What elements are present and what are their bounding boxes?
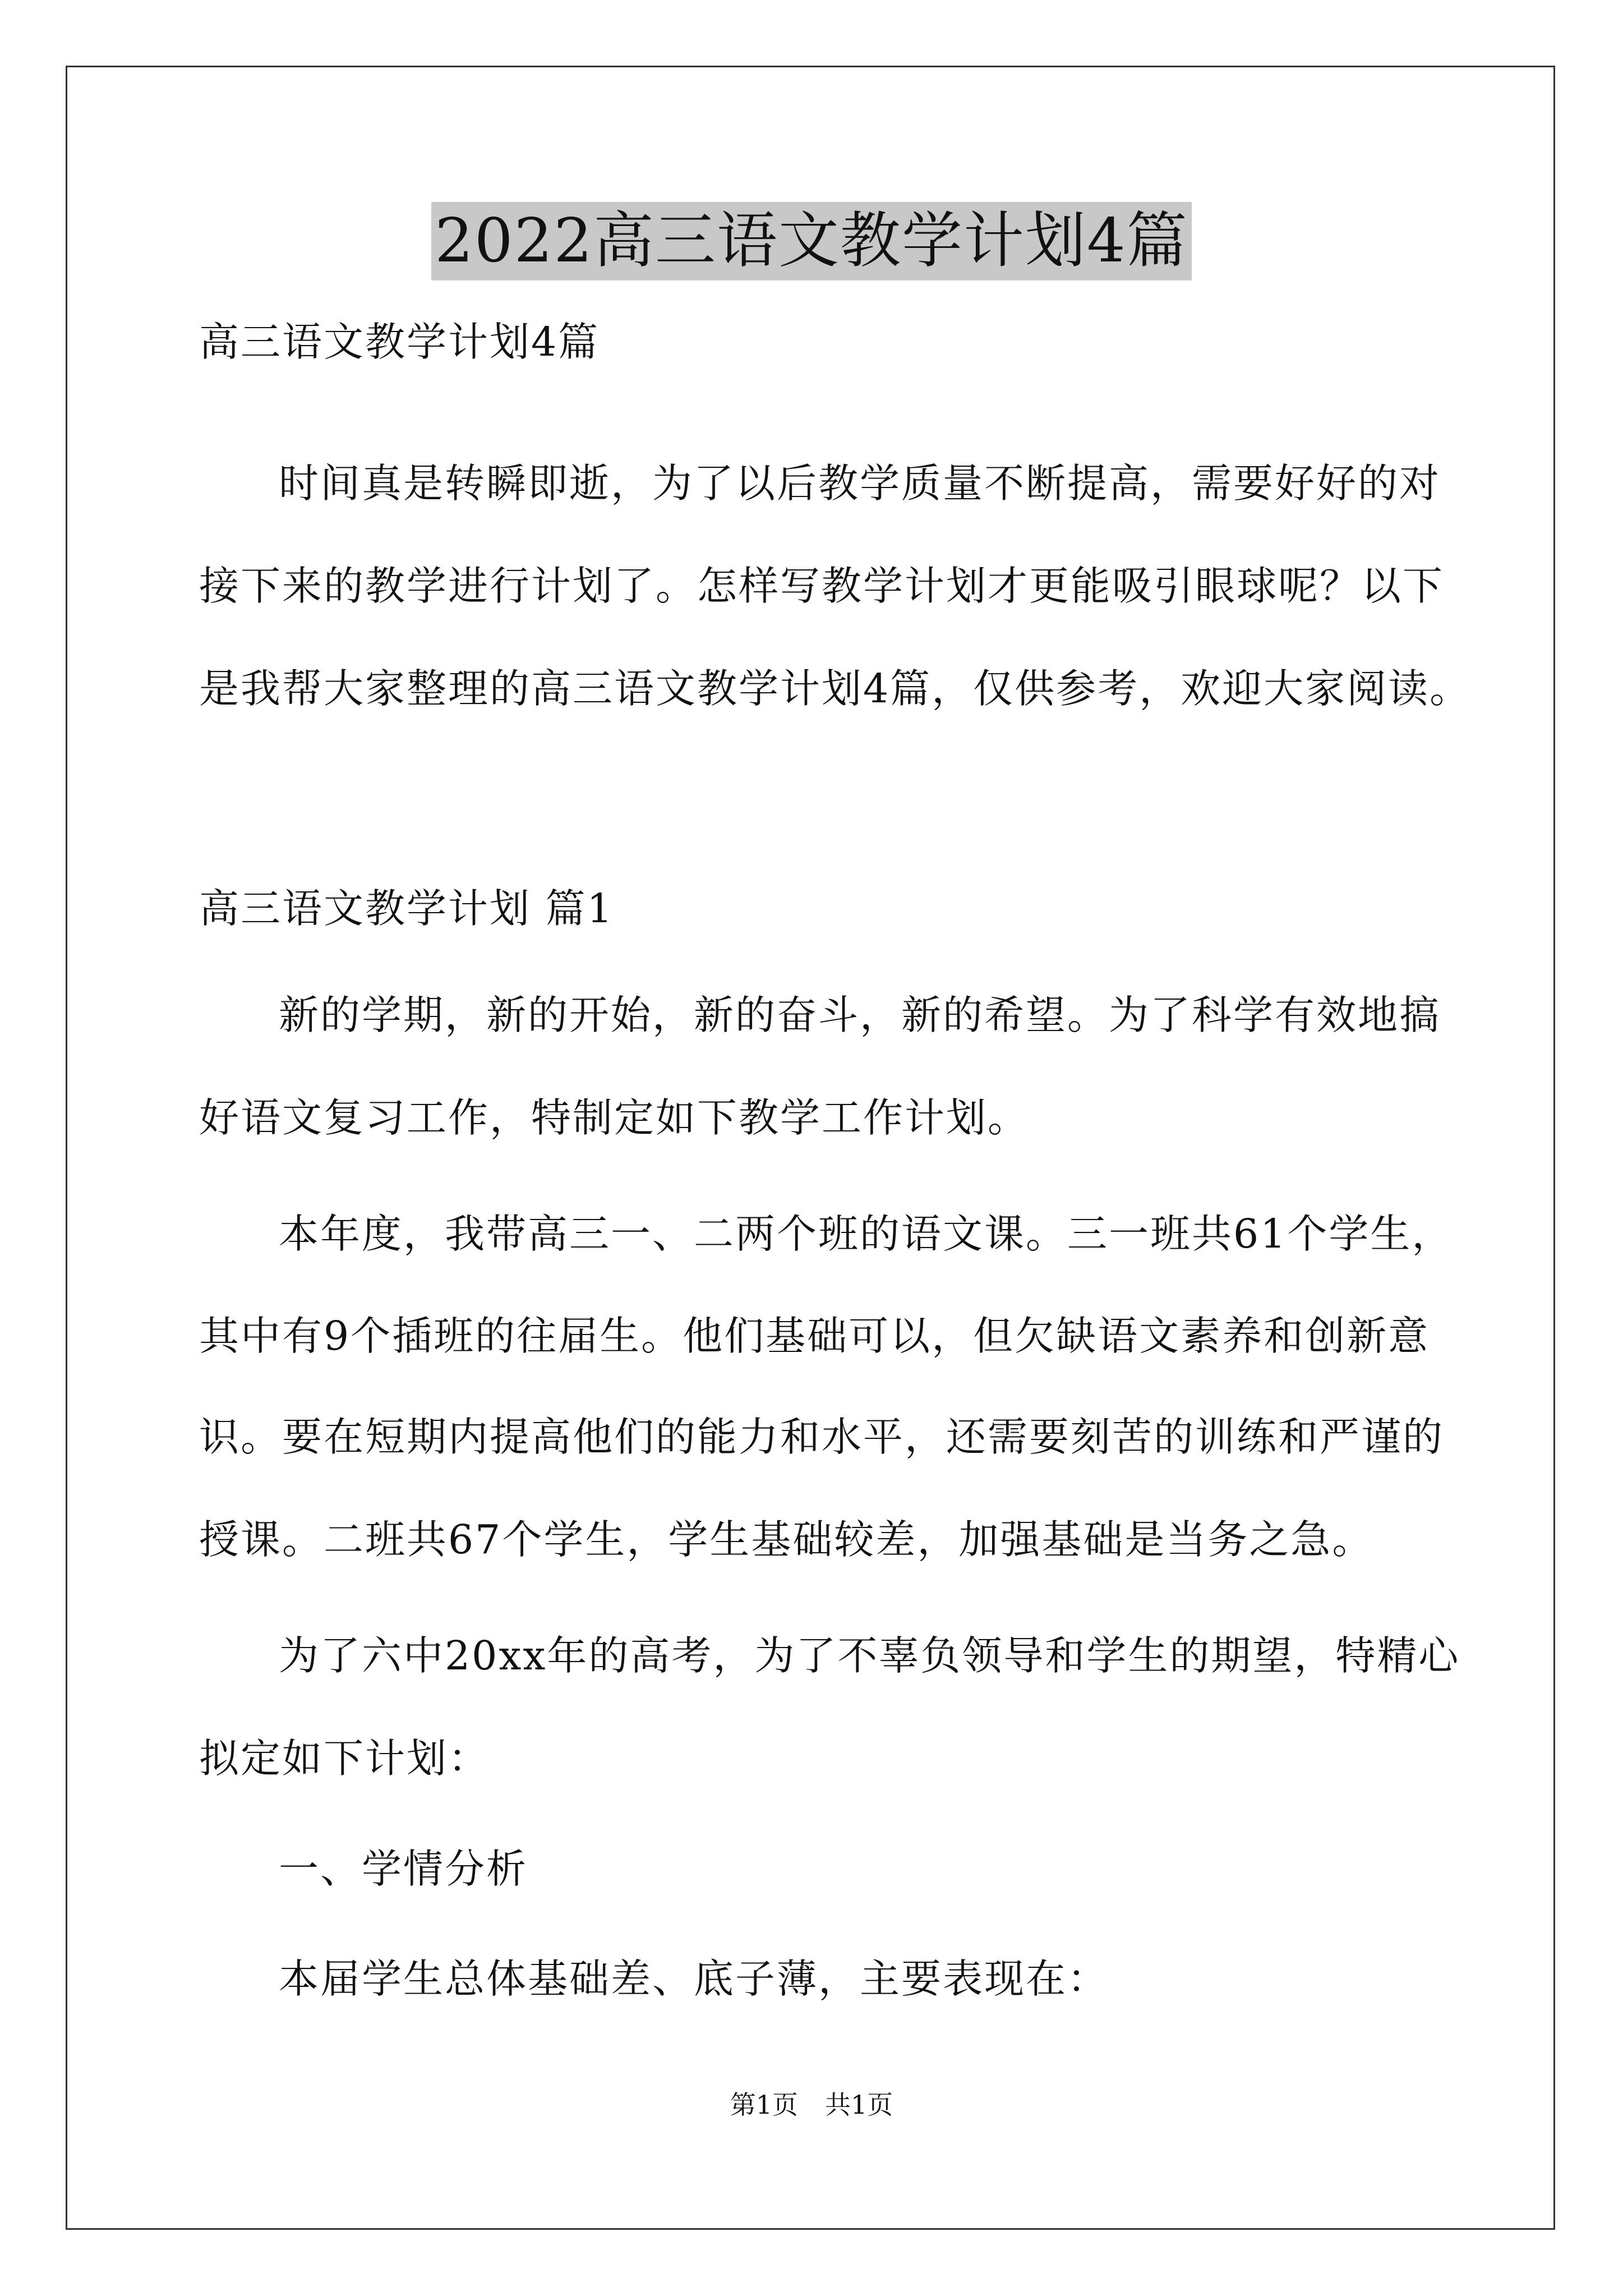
paragraph-line: 本届学生总体基础差、底子薄，主要表现在：	[279, 1955, 1109, 2002]
paragraph-line: 接下来的教学进行计划了。怎样写教学计划才更能吸引眼球呢？以下	[199, 563, 1445, 609]
paragraph-line: 为了六中20xx年的高考，为了不辜负领导和学生的期望，特精心	[279, 1632, 1460, 1679]
paragraph-line: 授课。二班共67个学生，学生基础较差，加强基础是当务之急。	[199, 1516, 1374, 1563]
section-subheading: 一、学情分析	[279, 1846, 528, 1892]
paragraph-line: 好语文复习工作，特制定如下教学工作计划。	[199, 1094, 1030, 1141]
page-number-total: 共1页	[825, 2090, 893, 2120]
document-title	[0, 202, 1623, 280]
paragraph-line: 拟定如下计划：	[199, 1735, 490, 1782]
page-footer	[0, 2088, 1623, 2122]
paragraph-line: 新的学期，新的开始，新的奋斗，新的希望。为了科学有效地搞	[279, 992, 1441, 1038]
page-border	[66, 66, 1555, 2230]
paragraph-line: 其中有9个插班的往届生。他们基础可以，但欠缺语文素养和创新意	[199, 1313, 1430, 1359]
section-heading: 高三语文教学计划 篇1	[199, 885, 614, 932]
paragraph-line: 识。要在短期内提高他们的能力和水平，还需要刻苦的训练和严谨的	[199, 1414, 1445, 1460]
document-title-text: 2022高三语文教学计划4篇	[431, 202, 1192, 280]
document-subtitle: 高三语文教学计划4篇	[199, 319, 600, 365]
paragraph-line: 是我帮大家整理的高三语文教学计划4篇，仅供参考，欢迎大家阅读。	[199, 665, 1472, 712]
paragraph-line: 时间真是转瞬即逝，为了以后教学质量不断提高，需要好好的对	[279, 460, 1441, 507]
page-number-current: 第1页	[730, 2090, 798, 2120]
paragraph-line: 本年度，我带高三一、二两个班的语文课。三一班共61个学生，	[279, 1211, 1454, 1257]
